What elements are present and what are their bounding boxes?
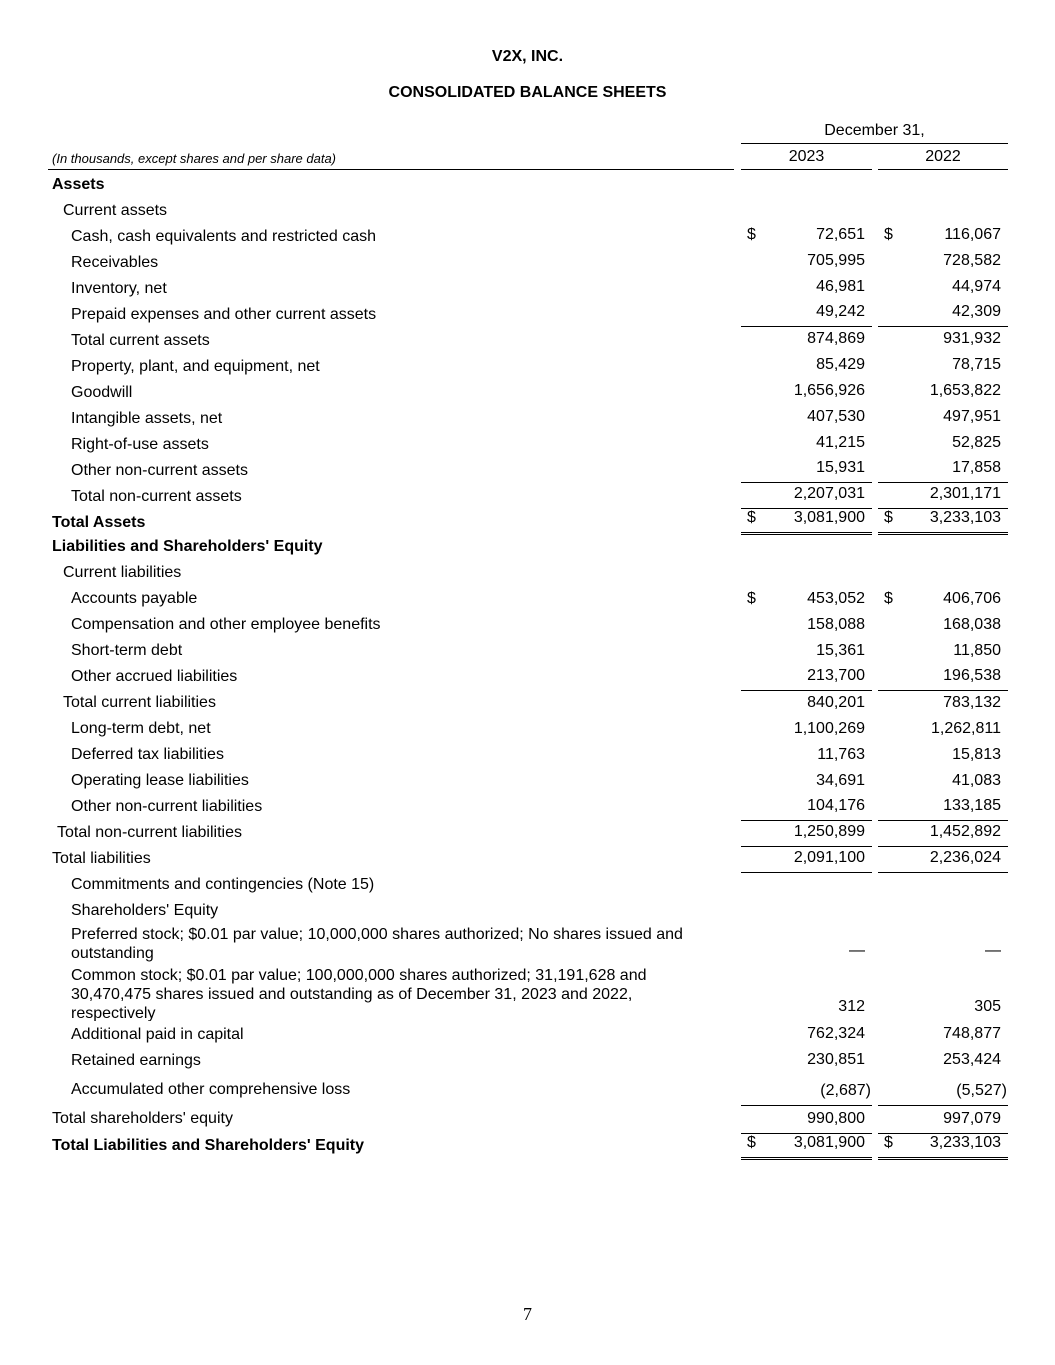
currency-symbol: $ xyxy=(884,590,893,607)
grand-total-row xyxy=(48,1134,1010,1160)
value-2022-cell xyxy=(878,1074,1008,1106)
row-label: Accumulated other comprehensive loss xyxy=(71,1081,351,1098)
row-label: Receivables xyxy=(71,254,159,271)
table-row xyxy=(48,966,1010,1021)
header-rule xyxy=(48,169,734,170)
row-label: Property, plant, and equipment, net xyxy=(71,358,320,375)
row-label: Total non-current liabilities xyxy=(57,824,242,841)
currency-symbol: $ xyxy=(884,226,893,243)
value-2023-cell xyxy=(741,1022,872,1048)
row-label: Retained earnings xyxy=(71,1052,201,1069)
value-2023-cell xyxy=(741,925,872,965)
subtotal-row xyxy=(48,821,1010,847)
subtotal-row xyxy=(48,483,1010,509)
table-row xyxy=(48,769,1010,795)
value-2023-cell xyxy=(741,249,872,275)
value-2022-cell xyxy=(878,1048,1008,1074)
value-2023: 407,530 xyxy=(807,408,865,425)
currency-symbol: $ xyxy=(747,1134,756,1151)
value-2023-cell xyxy=(741,353,872,379)
row-label: Current liabilities xyxy=(63,564,182,581)
value-2022-cell xyxy=(878,587,1008,613)
value-2023: 3,081,900 xyxy=(793,509,865,526)
row-label: Short-term debt xyxy=(71,642,183,659)
value-2023-cell xyxy=(741,379,872,405)
value-2023: 2,091,100 xyxy=(793,849,865,866)
value-2023: 840,201 xyxy=(807,694,865,711)
value-2023: 874,869 xyxy=(807,330,865,347)
table-row xyxy=(48,275,1010,301)
value-2023-cell xyxy=(741,483,872,509)
row-label: Total liabilities xyxy=(52,850,151,867)
value-2023: 15,931 xyxy=(816,459,865,476)
table-row xyxy=(48,873,1010,899)
currency-symbol: $ xyxy=(747,509,756,526)
table-row xyxy=(48,1048,1010,1074)
value-2022: 17,858 xyxy=(952,459,1001,476)
value-2022: 253,424 xyxy=(943,1051,1001,1068)
value-2023: 11,763 xyxy=(817,746,865,763)
value-2022-cell xyxy=(878,1106,1008,1134)
value-2022: 3,233,103 xyxy=(929,1134,1001,1151)
value-2023-cell xyxy=(741,821,872,847)
value-2023: 705,995 xyxy=(807,252,865,269)
table-row xyxy=(48,353,1010,379)
row-label: Right-of-use assets xyxy=(71,436,209,453)
value-2023: 46,981 xyxy=(816,278,865,295)
value-2022: 406,706 xyxy=(943,590,1001,607)
value-2022-cell xyxy=(878,327,1008,353)
value-2022: 783,132 xyxy=(943,694,1001,711)
section-heading-liabilities xyxy=(48,535,1010,561)
table-row xyxy=(48,795,1010,821)
table-row xyxy=(48,431,1010,457)
column-header-2023: 2023 xyxy=(741,148,872,170)
value-2023: 312 xyxy=(838,998,865,1015)
row-label: Cash, cash equivalents and restricted cash xyxy=(71,228,377,245)
value-2023-cell xyxy=(741,847,872,873)
value-2023: 990,800 xyxy=(807,1110,865,1127)
row-label: Accounts payable xyxy=(71,590,198,607)
value-2022: 41,083 xyxy=(952,772,1001,789)
row-label: Total shareholders' equity xyxy=(52,1110,233,1127)
value-2022-cell xyxy=(878,821,1008,847)
value-2023-cell xyxy=(741,275,872,301)
value-2023: (2,687) xyxy=(820,1082,871,1099)
row-label: Operating lease liabilities xyxy=(71,772,249,789)
table-row xyxy=(48,379,1010,405)
table-row xyxy=(48,639,1010,665)
value-2022-cell xyxy=(878,249,1008,275)
value-2023-cell xyxy=(741,769,872,795)
value-2023-cell xyxy=(741,639,872,665)
currency-symbol: $ xyxy=(747,590,756,607)
period-heading: December 31, xyxy=(741,122,1008,144)
value-2022-cell xyxy=(878,1134,1008,1160)
value-2022: 133,185 xyxy=(943,797,1001,814)
value-2023: 2,207,031 xyxy=(793,485,865,502)
value-2023-cell xyxy=(741,691,872,717)
row-label: Prepaid expenses and other current assets xyxy=(71,306,377,323)
value-2022: 3,233,103 xyxy=(929,509,1001,526)
value-2022-cell xyxy=(878,639,1008,665)
table-row xyxy=(48,405,1010,431)
value-2023-cell xyxy=(741,1134,872,1160)
company-name: V2X, INC. xyxy=(491,48,564,65)
subsection-heading xyxy=(48,899,1010,925)
value-2022: 116,067 xyxy=(944,226,1001,243)
total-row xyxy=(48,509,1010,535)
value-2022-cell xyxy=(878,717,1008,743)
value-2022: 2,301,171 xyxy=(929,485,1001,502)
value-2022: 748,877 xyxy=(943,1025,1001,1042)
row-label: Compensation and other employee benefits xyxy=(71,616,381,633)
value-2022: 1,653,822 xyxy=(929,382,1001,399)
value-2023-cell xyxy=(741,431,872,457)
value-2023: 15,361 xyxy=(816,642,865,659)
value-2022: 78,715 xyxy=(952,356,1001,373)
value-2022: 42,309 xyxy=(952,303,1001,320)
value-2023-cell xyxy=(741,665,872,691)
row-label: Total current liabilities xyxy=(63,694,216,711)
subtotal-row xyxy=(48,691,1010,717)
table-row xyxy=(48,743,1010,769)
value-2023-cell xyxy=(741,509,872,535)
value-2023-cell xyxy=(741,301,872,327)
row-label: Total current assets xyxy=(71,332,210,349)
table-row xyxy=(48,665,1010,691)
row-label: Deferred tax liabilities xyxy=(71,746,224,763)
table-row xyxy=(48,457,1010,483)
value-2022-cell xyxy=(878,691,1008,717)
value-2022-cell xyxy=(878,301,1008,327)
subtotal-row xyxy=(48,1106,1010,1134)
row-label: Assets xyxy=(52,176,105,193)
value-2023: 72,651 xyxy=(816,226,865,243)
value-2022-cell xyxy=(878,743,1008,769)
table-row xyxy=(48,249,1010,275)
row-label: Commitments and contingencies (Note 15) xyxy=(71,876,375,893)
value-2022-cell xyxy=(878,795,1008,821)
column-header-2022: 2022 xyxy=(878,148,1008,170)
value-2022-cell xyxy=(878,966,1008,1021)
row-label: Long-term debt, net xyxy=(71,720,211,737)
value-2022: 2,236,024 xyxy=(929,849,1001,866)
value-2023: — xyxy=(849,942,865,959)
table-row xyxy=(48,925,1010,965)
value-2022-cell xyxy=(878,275,1008,301)
value-2023-cell xyxy=(741,1106,872,1134)
value-2022: 168,038 xyxy=(943,616,1001,633)
row-label: Total non-current assets xyxy=(71,488,242,505)
value-2022-cell xyxy=(878,353,1008,379)
row-label: Common stock; $0.01 par value; 100,000,000 shares authorized; 31,191,628 and 30,470,475 shares issued and outstanding as of December 31, 2023 and 2022, respectively xyxy=(71,967,647,1021)
value-2022: 11,850 xyxy=(953,642,1001,659)
value-2022: 305 xyxy=(974,998,1001,1015)
value-2022: 15,813 xyxy=(952,746,1001,763)
row-label: Preferred stock; $0.01 par value; 10,000,000 shares authorized; No shares issued and outstanding xyxy=(71,926,683,962)
subtotal-row xyxy=(48,327,1010,353)
value-2023: 1,656,926 xyxy=(793,382,865,399)
value-2023-cell xyxy=(741,613,872,639)
units-note: (In thousands, except shares and per share data) xyxy=(52,151,337,166)
total-row xyxy=(48,847,1010,873)
value-2022-cell xyxy=(878,405,1008,431)
row-label: Current assets xyxy=(63,202,168,219)
value-2023: 158,088 xyxy=(807,616,865,633)
value-2022: 497,951 xyxy=(943,408,1001,425)
row-label: Additional paid in capital xyxy=(71,1026,244,1043)
value-2022-cell xyxy=(878,613,1008,639)
value-2022-cell xyxy=(878,223,1008,249)
value-2022: 1,452,892 xyxy=(929,823,1001,840)
value-2023-cell xyxy=(741,223,872,249)
value-2023-cell xyxy=(741,717,872,743)
value-2023: 34,691 xyxy=(816,772,865,789)
value-2023: 453,052 xyxy=(807,590,865,607)
value-2023: 762,324 xyxy=(807,1025,865,1042)
table-row xyxy=(48,1022,1010,1048)
row-label: Total Assets xyxy=(52,514,146,531)
row-label: Other non-current liabilities xyxy=(71,798,263,815)
row-label: Liabilities and Shareholders' Equity xyxy=(52,538,323,555)
value-2022: 997,079 xyxy=(943,1110,1001,1127)
value-2023-cell xyxy=(741,327,872,353)
row-label: Inventory, net xyxy=(71,280,167,297)
value-2023-cell xyxy=(741,1074,872,1106)
value-2023: 213,700 xyxy=(807,667,865,684)
value-2022-cell xyxy=(878,457,1008,483)
value-2023: 230,851 xyxy=(807,1051,865,1068)
value-2022-cell xyxy=(878,665,1008,691)
value-2023: 104,176 xyxy=(807,797,865,814)
value-2023-cell xyxy=(741,1048,872,1074)
currency-symbol: $ xyxy=(747,226,756,243)
row-label: Intangible assets, net xyxy=(71,410,223,427)
value-2023: 41,215 xyxy=(816,434,865,451)
value-2022-cell xyxy=(878,847,1008,873)
value-2022: 52,825 xyxy=(952,434,1001,451)
value-2023-cell xyxy=(741,966,872,1021)
value-2022: 728,582 xyxy=(943,252,1001,269)
currency-symbol: $ xyxy=(884,509,893,526)
value-2022-cell xyxy=(878,509,1008,535)
value-2023-cell xyxy=(741,587,872,613)
row-label: Shareholders' Equity xyxy=(71,902,219,919)
table-row xyxy=(48,717,1010,743)
table-row xyxy=(48,613,1010,639)
value-2022-cell xyxy=(878,483,1008,509)
value-2022: 44,974 xyxy=(952,278,1001,295)
value-2023: 1,250,899 xyxy=(793,823,865,840)
value-2023-cell xyxy=(741,795,872,821)
row-label: Total Liabilities and Shareholders' Equity xyxy=(52,1137,365,1154)
value-2022-cell xyxy=(878,1022,1008,1048)
statement-title: CONSOLIDATED BALANCE SHEETS xyxy=(388,84,667,101)
value-2022: — xyxy=(985,942,1001,959)
value-2022: (5,527) xyxy=(956,1082,1007,1099)
value-2023-cell xyxy=(741,405,872,431)
value-2022: 1,262,811 xyxy=(931,720,1001,737)
value-2023: 1,100,269 xyxy=(793,720,865,737)
row-label: Other non-current assets xyxy=(71,462,248,479)
row-label: Other accrued liabilities xyxy=(71,668,238,685)
value-2022: 931,932 xyxy=(943,330,1001,347)
currency-symbol: $ xyxy=(884,1134,893,1151)
value-2023: 85,429 xyxy=(816,356,865,373)
table-row xyxy=(48,223,1010,249)
section-heading-assets xyxy=(48,171,1010,197)
subsection-heading xyxy=(48,197,1010,223)
table-row xyxy=(48,301,1010,327)
value-2023-cell xyxy=(741,457,872,483)
row-label: Goodwill xyxy=(71,384,133,401)
page-number: 7 xyxy=(523,1304,532,1324)
value-2022-cell xyxy=(878,379,1008,405)
value-2022-cell xyxy=(878,769,1008,795)
value-2023: 49,242 xyxy=(816,303,865,320)
table-row xyxy=(48,1074,1010,1106)
value-2023-cell xyxy=(741,743,872,769)
value-2022: 196,538 xyxy=(943,667,1001,684)
table-row xyxy=(48,587,1010,613)
value-2022-cell xyxy=(878,925,1008,965)
value-2022-cell xyxy=(878,431,1008,457)
value-2023: 3,081,900 xyxy=(793,1134,865,1151)
subsection-heading xyxy=(48,561,1010,587)
